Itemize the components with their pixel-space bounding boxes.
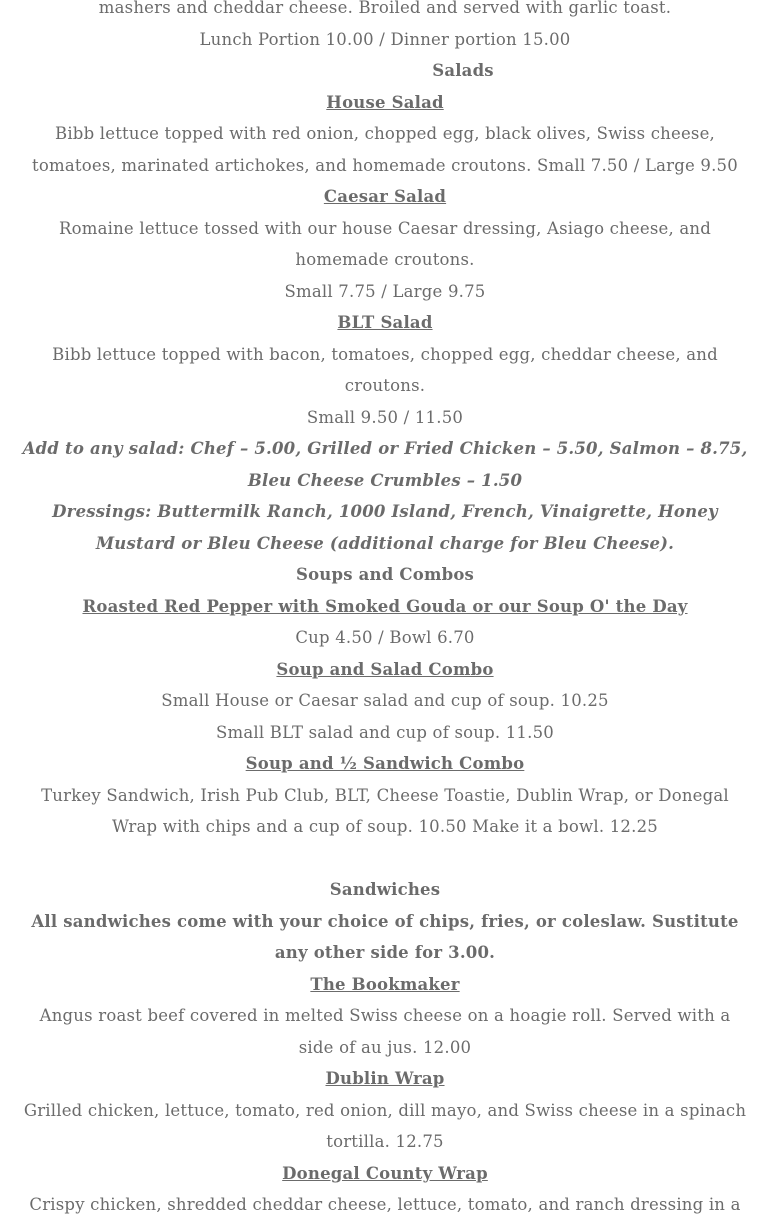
- donegal-wrap-description: Crispy chicken, shredded cheddar cheese, lettuce, tomato, and ranch dressing in a: [29, 1195, 741, 1214]
- blt-salad-title: BLT Salad: [337, 313, 433, 332]
- soups-section-heading: Soups and Combos: [295, 565, 475, 584]
- blt-salad-price: Small 9.50 / 11.50: [306, 407, 464, 427]
- house-salad-title: House Salad: [326, 92, 444, 112]
- blt-salad-description: Bibb lettuce topped with bacon, tomatoes, chopped egg, cheddar cheese, and croutons.: [52, 344, 718, 395]
- soup-salad-combo-title: Soup and Salad Combo: [276, 659, 494, 679]
- spacer: [0, 843, 770, 875]
- donegal-wrap-title: Donegal County Wrap: [282, 1163, 488, 1183]
- salad-dressings: Dressings: Buttermilk Ranch, 1000 Island, French, Vinaigrette, Honey Mustard or Bleu Cheese (additional charge for Bleu Cheese).: [52, 502, 718, 553]
- roasted-pepper-soup-price: Cup 4.50 / Bowl 6.70: [295, 628, 475, 647]
- soup-half-sandwich-combo-title: Soup and ½ Sandwich Combo: [245, 754, 525, 773]
- caesar-salad-description: Romaine lettuce tossed with our house Caesar dressing, Asiago cheese, and homemade croutons.: [58, 218, 712, 269]
- previous-item-description-tail: mashers and cheddar cheese. Broiled and served with garlic toast.: [98, 0, 672, 17]
- soup-half-sandwich-combo-description: Turkey Sandwich, Irish Pub Club, BLT, Cheese Toastie, Dublin Wrap, or Donegal Wrap with chips and a cup of soup. 10.50 Make it a bowl. 12.25: [41, 785, 729, 836]
- soup-salad-combo-line-2: Small BLT salad and cup of soup. 11.50: [216, 722, 554, 742]
- dublin-wrap-title: Dublin Wrap: [325, 1069, 445, 1088]
- caesar-salad-price: Small 7.75 / Large 9.75: [284, 281, 486, 301]
- previous-item-price: Lunch Portion 10.00 / Dinner portion 15.00: [199, 29, 571, 49]
- caesar-salad-title: Caesar Salad: [323, 187, 447, 206]
- roasted-pepper-soup-title: Roasted Red Pepper with Smoked Gouda or our Soup O' the Day: [82, 596, 688, 616]
- bookmaker-description: Angus roast beef covered in melted Swiss cheese on a hoagie roll. Served with a side of au jus. 12.00: [39, 1006, 731, 1057]
- soup-salad-combo-line-1: Small House or Caesar salad and cup of soup. 10.25: [161, 691, 609, 710]
- sandwiches-note: All sandwiches come with your choice of chips, fries, or coleslaw. Sustitute any other side for 3.00.: [31, 911, 739, 962]
- sandwiches-section-heading: Sandwiches: [329, 880, 441, 899]
- salads-section-heading: Salads: [432, 61, 494, 80]
- bookmaker-title: The Bookmaker: [310, 974, 460, 994]
- salad-add-ons: Add to any salad: Chef – 5.00, Grilled or Fried Chicken – 5.50, Salmon – 8.75, Bleu Cheese Crumbles – 1.50: [22, 439, 748, 490]
- house-salad-description: Bibb lettuce topped with red onion, chopped egg, black olives, Swiss cheese, tomatoes, marinated artichokes, and homemade croutons. Small 7.50 / Large 9.50: [32, 124, 738, 175]
- dublin-wrap-description: Grilled chicken, lettuce, tomato, red onion, dill mayo, and Swiss cheese in a spinach tortilla. 12.75: [23, 1100, 747, 1151]
